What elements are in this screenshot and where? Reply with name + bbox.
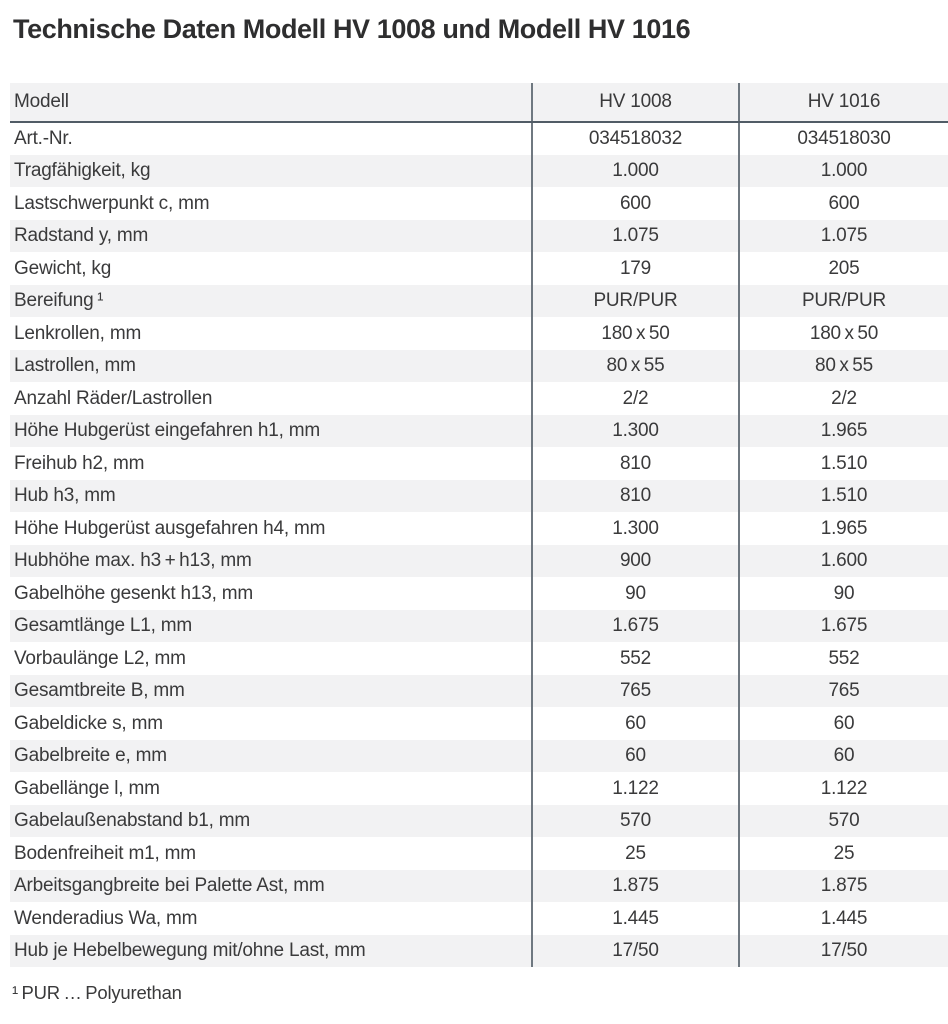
row-value: 2/2 (739, 382, 948, 415)
table-row (10, 935, 948, 968)
row-value: 034518030 (739, 122, 948, 155)
column-header-modell: Modell (10, 83, 532, 122)
table-row (10, 122, 948, 155)
row-value: 60 (532, 707, 739, 740)
row-label: Freihub h2, mm (14, 452, 145, 474)
row-value: 1.875 (739, 870, 948, 903)
table-row (10, 577, 948, 610)
table-row (10, 545, 948, 578)
row-label: Art.-Nr. (14, 128, 73, 150)
row-value: 25 (532, 837, 739, 870)
row-label: Arbeitsgangbreite bei Palette Ast, mm (10, 870, 532, 903)
row-label: Wenderadius Wa, mm (14, 907, 198, 929)
row-value: 80 x 55 (739, 350, 948, 383)
row-value: 570 (739, 805, 948, 838)
table-row (10, 707, 948, 740)
row-value: 1.875 (532, 870, 739, 903)
table-row (10, 837, 948, 870)
row-value: 1.510 (739, 480, 948, 513)
row-value: 1.122 (739, 772, 948, 805)
row-label: Hub je Hebelbewegung mit/ohne Last, mm (10, 935, 532, 968)
row-value: 90 (739, 577, 948, 610)
row-label: Hub h3, mm (10, 480, 532, 513)
row-label: Gewicht, kg (14, 257, 112, 279)
table-row (10, 350, 948, 383)
row-label: Gabelaußenabstand b1, mm (10, 805, 532, 838)
row-value: 810 (532, 480, 739, 513)
table-row (10, 415, 948, 448)
row-value: 25 (739, 837, 948, 870)
row-label: Lenkrollen, mm (14, 322, 142, 344)
row-label: Vorbaulänge L2, mm (14, 647, 186, 669)
table-row (10, 675, 948, 708)
spec-table-head (10, 83, 948, 122)
page-title: Technische Daten Modell HV 1008 und Modell HV 1016 (13, 14, 691, 44)
row-value: 1.445 (532, 902, 739, 935)
table-header-row (10, 83, 948, 122)
row-label: Höhe Hubgerüst ausgefahren h4, mm (14, 517, 326, 539)
row-value: 17/50 (532, 935, 739, 968)
table-row (10, 382, 948, 415)
footnote: ¹ PUR … Polyurethan (12, 982, 182, 1004)
row-value: 1.075 (532, 220, 739, 253)
row-value: 1.122 (532, 772, 739, 805)
table-row (10, 285, 948, 318)
table-row (10, 220, 948, 253)
table-row (10, 642, 948, 675)
row-value: 1.000 (739, 155, 948, 188)
row-value: 60 (739, 707, 948, 740)
table-row (10, 317, 948, 350)
row-value: 1.445 (739, 902, 948, 935)
row-value: 1.600 (739, 545, 948, 578)
row-value: 552 (739, 642, 948, 675)
row-label: Bodenfreiheit m1, mm (14, 842, 196, 864)
row-value: 1.075 (739, 220, 948, 253)
spec-table-body (10, 122, 948, 967)
row-label: Gabelbreite e, mm (10, 740, 532, 773)
row-value: 1.675 (532, 610, 739, 643)
row-value: 900 (532, 545, 739, 578)
row-label: Gabeldicke s, mm (14, 712, 163, 734)
table-row (10, 512, 948, 545)
row-value: 1.965 (739, 512, 948, 545)
row-value: 60 (739, 740, 948, 773)
row-label: Lastschwerpunkt c, mm (14, 192, 210, 214)
row-value: 600 (739, 187, 948, 220)
row-label: Höhe Hubgerüst eingefahren h1, mm (10, 415, 532, 448)
table-row (10, 155, 948, 188)
row-label: Gabellänge l, mm (14, 777, 160, 799)
table-row (10, 902, 948, 935)
row-label: Tragfähigkeit, kg (10, 155, 532, 188)
row-label: Lastrollen, mm (10, 350, 532, 383)
row-value: 2/2 (532, 382, 739, 415)
row-label: Bereifung ¹ (10, 285, 532, 318)
row-value: 60 (532, 740, 739, 773)
column-header-hv1016: HV 1016 (739, 83, 948, 122)
row-value: PUR/PUR (532, 285, 739, 318)
row-value: 1.675 (739, 610, 948, 643)
row-value: 180 x 50 (739, 317, 948, 350)
row-value: 765 (739, 675, 948, 708)
row-value: 552 (532, 642, 739, 675)
row-value: 90 (532, 577, 739, 610)
row-value: 80 x 55 (532, 350, 739, 383)
row-value: 1.510 (739, 447, 948, 480)
row-value: 1.000 (532, 155, 739, 188)
row-label: Gabelhöhe gesenkt h13, mm (14, 582, 253, 604)
row-label: Radstand y, mm (10, 220, 532, 253)
row-value: 1.300 (532, 512, 739, 545)
row-label: Anzahl Räder/Lastrollen (14, 387, 213, 409)
row-value: 1.300 (532, 415, 739, 448)
row-label: Gesamtlänge L1, mm (10, 610, 532, 643)
table-row (10, 805, 948, 838)
row-value: 034518032 (532, 122, 739, 155)
table-row (10, 870, 948, 903)
row-label: Gesamtbreite B, mm (10, 675, 532, 708)
table-row (10, 772, 948, 805)
row-value: 810 (532, 447, 739, 480)
row-value: 600 (532, 187, 739, 220)
table-row (10, 187, 948, 220)
row-value: 205 (739, 252, 948, 285)
table-row (10, 610, 948, 643)
row-value: 765 (532, 675, 739, 708)
table-row (10, 480, 948, 513)
table-row (10, 447, 948, 480)
table-row (10, 740, 948, 773)
row-value: 1.965 (739, 415, 948, 448)
row-value: 179 (532, 252, 739, 285)
column-header-hv1008: HV 1008 (532, 83, 739, 122)
table-row (10, 252, 948, 285)
row-value: 180 x 50 (532, 317, 739, 350)
row-value: 17/50 (739, 935, 948, 968)
row-value: PUR/PUR (739, 285, 948, 318)
spec-table (10, 83, 948, 967)
row-label: Hubhöhe max. h3 + h13, mm (10, 545, 532, 578)
row-value: 570 (532, 805, 739, 838)
